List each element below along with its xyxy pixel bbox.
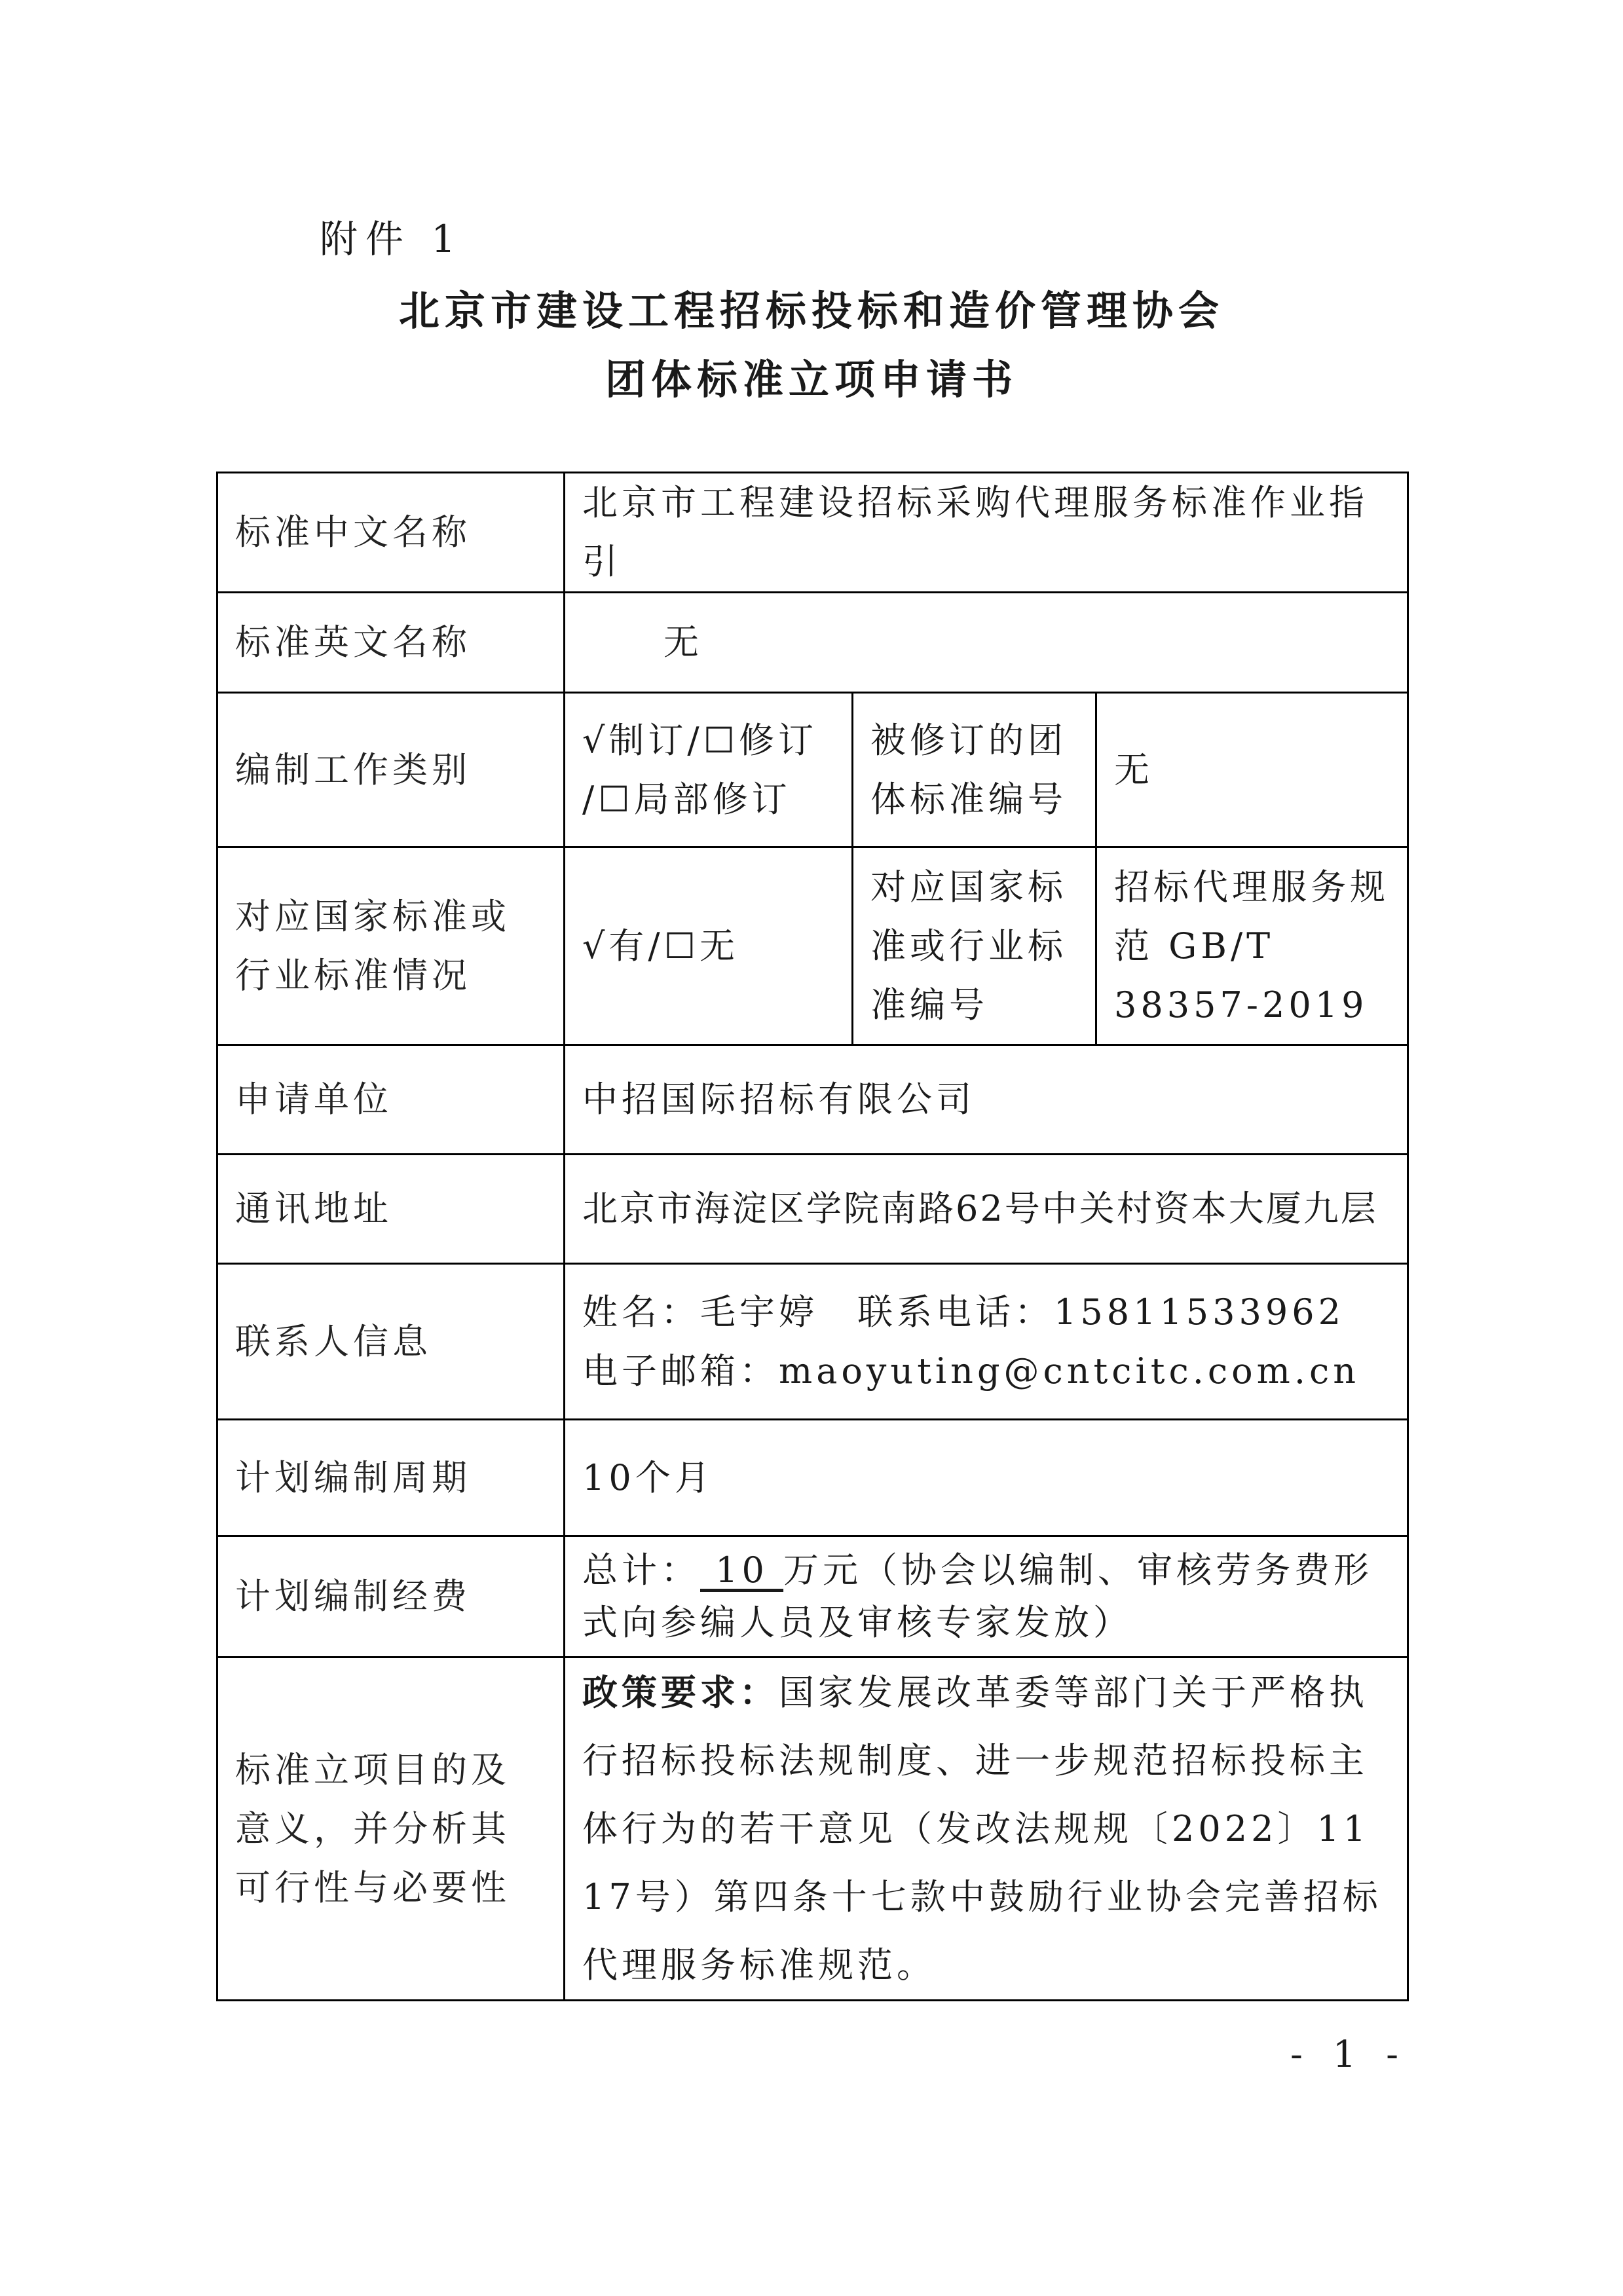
work-type-options-line2: /☐局部修订 [582, 778, 791, 820]
application-form-table [216, 472, 1409, 2001]
national-std-number-line2: 38357-2019 [1114, 984, 1368, 1026]
label-cn-name: 标准中文名称 [217, 473, 565, 593]
label-applicant: 申请单位 [217, 1045, 565, 1155]
row-budget [217, 1536, 1408, 1657]
label-work-type: 编制工作类别 [217, 693, 565, 847]
label-purpose: 标准立项目的及意义，并分析其可行性与必要性 [217, 1657, 565, 2001]
row-en-name [217, 593, 1408, 693]
value-work-type-options [565, 693, 853, 847]
purpose-bold-prefix: 政策要求： [582, 1671, 779, 1713]
value-address: 北京市海淀区学院南路62号中关村资本大厦九层 [565, 1155, 1408, 1264]
document-title-line1: 北京市建设工程招标投标和造价管理协会 [398, 287, 1224, 335]
row-period [217, 1420, 1408, 1536]
value-cn-name: 北京市工程建设招标采购代理服务标准作业指引 [565, 473, 1408, 593]
budget-suffix: 万元（协会以编制、审核劳务费形式向参编人员及审核专家发放） [582, 1549, 1373, 1643]
page-number: - 1 - [1290, 2033, 1408, 2076]
value-purpose [565, 1657, 1408, 2001]
national-std-number-line1: 招标代理服务规范 GB/T [1114, 866, 1389, 967]
purpose-text: 国家发展改革委等部门关于严格执行招标投标法规制度、进一步规范招标投标主体行为的若干意见（发改法规规〔2022〕1117号）第四条十七款中鼓励行业协会完善招标代理服务标准规范。 [582, 1672, 1382, 1986]
value-revised-std-number: 无 [1096, 693, 1408, 847]
row-work-type [217, 693, 1408, 847]
label-national-std-number: 对应国家标准或行业标准编号 [853, 847, 1096, 1045]
row-purpose [217, 1657, 1408, 2001]
value-national-std-number [1096, 847, 1408, 1045]
label-contact: 联系人信息 [217, 1264, 565, 1420]
budget-prefix: 总计： [582, 1549, 700, 1591]
label-revised-std-number: 被修订的团体标准编号 [853, 693, 1096, 847]
document-title-line2: 团体标准立项申请书 [605, 356, 1018, 403]
row-address [217, 1155, 1408, 1264]
value-budget [565, 1536, 1408, 1657]
label-budget: 计划编制经费 [217, 1536, 565, 1657]
contact-email: 电子邮箱：maoyuting@cntcitc.com.cn [582, 1350, 1360, 1392]
attachment-label: 附件 1 [320, 217, 464, 261]
label-period: 计划编制周期 [217, 1420, 565, 1536]
contact-name-phone: 姓名：毛宇婷 联系电话：15811533962 [582, 1291, 1345, 1333]
row-applicant [217, 1045, 1408, 1155]
label-address: 通讯地址 [217, 1155, 565, 1264]
label-national-std: 对应国家标准或行业标准情况 [217, 847, 565, 1045]
budget-amount: 10 [700, 1549, 784, 1591]
label-en-name: 标准英文名称 [217, 593, 565, 693]
row-national-std [217, 847, 1408, 1045]
row-cn-name [217, 473, 1408, 593]
row-contact [217, 1264, 1408, 1420]
value-applicant: 中招国际招标有限公司 [565, 1045, 1408, 1155]
value-national-std-options: √有/☐无 [565, 847, 853, 1045]
value-en-name: 无 [565, 593, 1408, 693]
value-contact [565, 1264, 1408, 1420]
value-period: 10个月 [565, 1420, 1408, 1536]
work-type-options-line1: √制订/☐修订 [582, 719, 818, 761]
